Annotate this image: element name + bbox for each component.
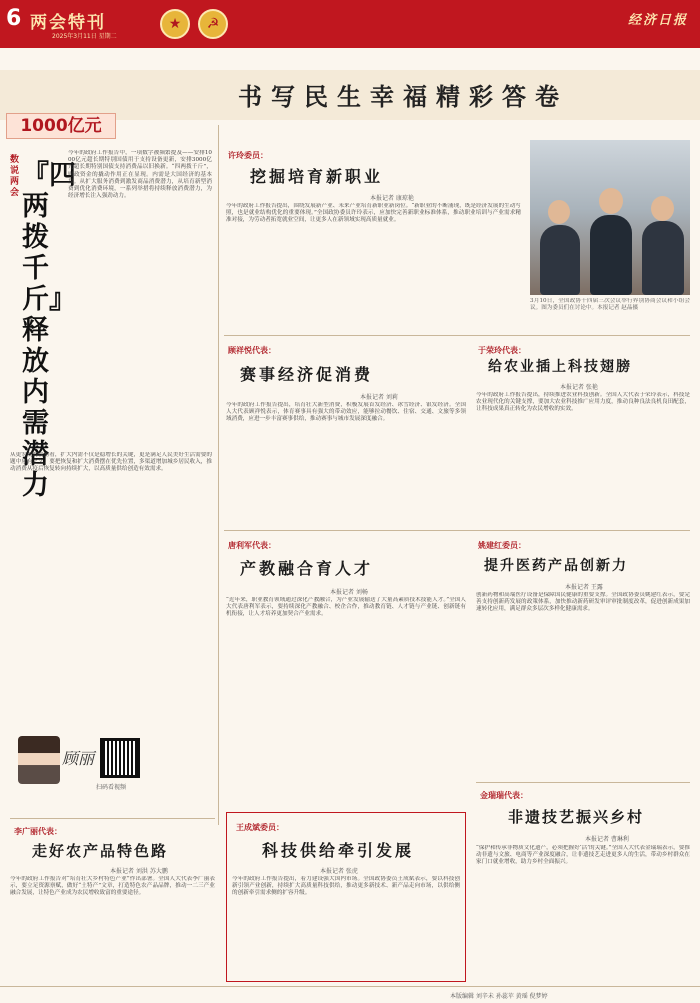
- article-1-title: 挖掘培育新职业: [250, 167, 384, 186]
- page-number: 6: [6, 6, 22, 31]
- article-8-title: 走好农产品特色路: [32, 842, 169, 860]
- article-6-tag: 王成斌委员：: [236, 823, 284, 832]
- qr-code-icon[interactable]: [100, 738, 140, 778]
- column-headline: 『四两拨千斤』释放内需潜力: [22, 160, 76, 501]
- article-7-byline: 本报记者 曹琳利: [585, 836, 629, 843]
- qr-caption: 扫码看视频: [96, 784, 127, 791]
- article-6-byline: 本报记者 张虎: [320, 868, 358, 875]
- article-2-title: 赛事经济促消费: [240, 365, 374, 384]
- article-4-title: 给农业插上科技翅膀: [488, 359, 632, 375]
- article-5-title: 提升医药产品创新力: [484, 558, 628, 574]
- masthead-logo: 经济日报: [627, 13, 688, 28]
- column-body-1: 今年的政府工作报告中，一项数字被频繁提及——安排1000亿元超长期特别国债用于支持设备更新，安排3000亿元超长期特别国债支持消费品以旧换新。“四两拨千斤”，财政资金的撬动作用正在显现。内需是大国经济的基本盘。从扩大服务消费到激发商品消费潜力，从培育新型消费到优化消费环境，一系列举措将持续释放消费潜力，为经济增长注入强劲动力。: [68, 150, 212, 200]
- section-divider: [224, 335, 690, 336]
- footer-editors: 本版编辑 刘辛未 孙蕊苹 黄瑶 倪梦婷: [450, 993, 548, 1000]
- article-3-title: 产教融合育人才: [240, 559, 374, 578]
- article-8-tag: 李广丽代表：: [14, 827, 62, 836]
- article-4-byline: 本报记者 张艳: [560, 384, 598, 391]
- footer: [0, 986, 700, 1003]
- article-3-body: “近年来，职业教育领域通过深化产教融合，为产业发展输送了大量高素质技术技能人才。”全国人大代表唐利军表示，要持续深化产教融合、校企合作，推动教育链、人才链与产业链、创新链有机衔接，让人才培养更加契合产业需求。: [226, 597, 466, 618]
- national-emblem-icon: ★: [160, 9, 190, 39]
- author-photo: [18, 736, 60, 784]
- article-3-byline: 本报记者 刘畅: [330, 589, 368, 596]
- photo-caption: 3月10日，全国政协十四届三次会议举行界别协商会议和小组会议。图为委员们在讨论中。本报记者 赵晶摄: [530, 298, 690, 312]
- section-title: 两会特刊: [30, 13, 106, 33]
- article-7-tag: 金瑞瑞代表：: [480, 791, 528, 800]
- column-label: 数说两会: [10, 155, 20, 198]
- article-6-body: 今年的政府工作报告提出，着力建设强大国内市场。全国政协委员王成斌表示，要以科技创新引领产业创新，持续扩大高质量科技供给，推动更多新技术、新产品走向市场，以供给侧的创新牵引需求侧的扩容升级。: [232, 876, 460, 897]
- section-divider: [10, 818, 215, 819]
- column-divider: [218, 125, 219, 825]
- article-1-body: 今年的政府工作报告提出，围绕发展新产业、未来产业培育新职业新岗位。“新职业的不断涌现，既是经济发展的生动写照，也是就业结构优化的重要体现。”全国政协委员许玲表示，应加快完善新职业标准体系，推动职业培训与产业需求精准对接，为劳动者拓宽就业空间，让更多人在新领域实现高质量就业。: [226, 203, 521, 224]
- article-7-title: 非遗技艺振兴乡村: [508, 808, 645, 826]
- article-3-tag: 唐利军代表：: [228, 541, 276, 550]
- section-divider: [476, 782, 690, 783]
- article-7-body: “保护和传承非物质文化遗产，必须把握好‘活’的关键。”全国人大代表金瑞瑞表示，要推动非遗与文旅、电商等产业深度融合，让非遗技艺走进更多人的生活，带动乡村群众在家门口就业增收，助力乡村全面振兴。: [476, 845, 690, 866]
- article-4-body: 今年的政府工作报告提出，持续推进农业科技创新。全国人大代表于荣玲表示，科技是农业现代化的关键支撑，要加大农业科技推广应用力度，推动良种良法良机良田配套，让科技成果真正转化为农民增收的实效。: [476, 392, 690, 413]
- date-line: 2025年3月11日 星期二: [52, 33, 117, 40]
- party-emblem-icon: ☭: [198, 9, 228, 39]
- article-5-byline: 本报记者 王露: [565, 584, 603, 591]
- article-2-tag: 顾祥悦代表：: [228, 346, 276, 355]
- page-title: 书写民生幸福精彩答卷: [238, 83, 568, 111]
- section-divider: [224, 530, 690, 531]
- author-signature: 顾丽: [62, 749, 95, 768]
- article-1-byline: 本报记者 康琼艳: [370, 195, 414, 202]
- article-5-body: 创新药物和高端医疗设备是保障国民健康的重要支撑。全国政协委员姚建红表示，要完善支持创新药发展的政策体系，加快推动新药研发审评审批制度改革，促进创新成果加速转化应用，满足群众多层次多样化健康需求。: [476, 592, 690, 613]
- column-body-2: 从更宏观的视角看，扩大内需不仅是稳增长的关键，更是满足人民美好生活需要的题中应有之义。要把恢复和扩大消费摆在优先位置，多渠道增加城乡居民收入，推动消费从疫后恢复转向持续扩大，以高质量供给创造有效需求。: [10, 452, 212, 473]
- article-2-byline: 本报记者 刘莉: [360, 394, 398, 401]
- news-photo: [530, 140, 690, 295]
- article-6-title: 科技供给牵引发展: [262, 841, 415, 860]
- article-8-body: 今年的政府工作报告对“培育壮大乡村特色产业”作出部署。全国人大代表李广丽表示，要立足资源禀赋，做好“土特产”文章，打造特色农产品品牌，推动一二三产业融合发展，让特色产业成为农民增收致富的重要途径。: [10, 876, 215, 897]
- article-8-byline: 本报记者 刘洪 苏大鹏: [110, 868, 168, 875]
- article-5-tag: 姚建红委员：: [478, 541, 526, 550]
- article-1-tag: 许玲委员：: [228, 151, 268, 160]
- article-2-body: 今年的政府工作报告提出，培育壮大新型消费，积极发展首发经济、冰雪经济、银发经济。全国人大代表顾祥悦表示，体育赛事具有强大的带动效应，能够拉动餐饮、住宿、交通、文旅等多领域消费，应进一步丰富赛事供给，推动赛事与城市发展深度融合。: [226, 402, 466, 423]
- article-4-tag: 于荣玲代表：: [478, 346, 526, 355]
- amount-badge: 1000亿元: [6, 113, 116, 139]
